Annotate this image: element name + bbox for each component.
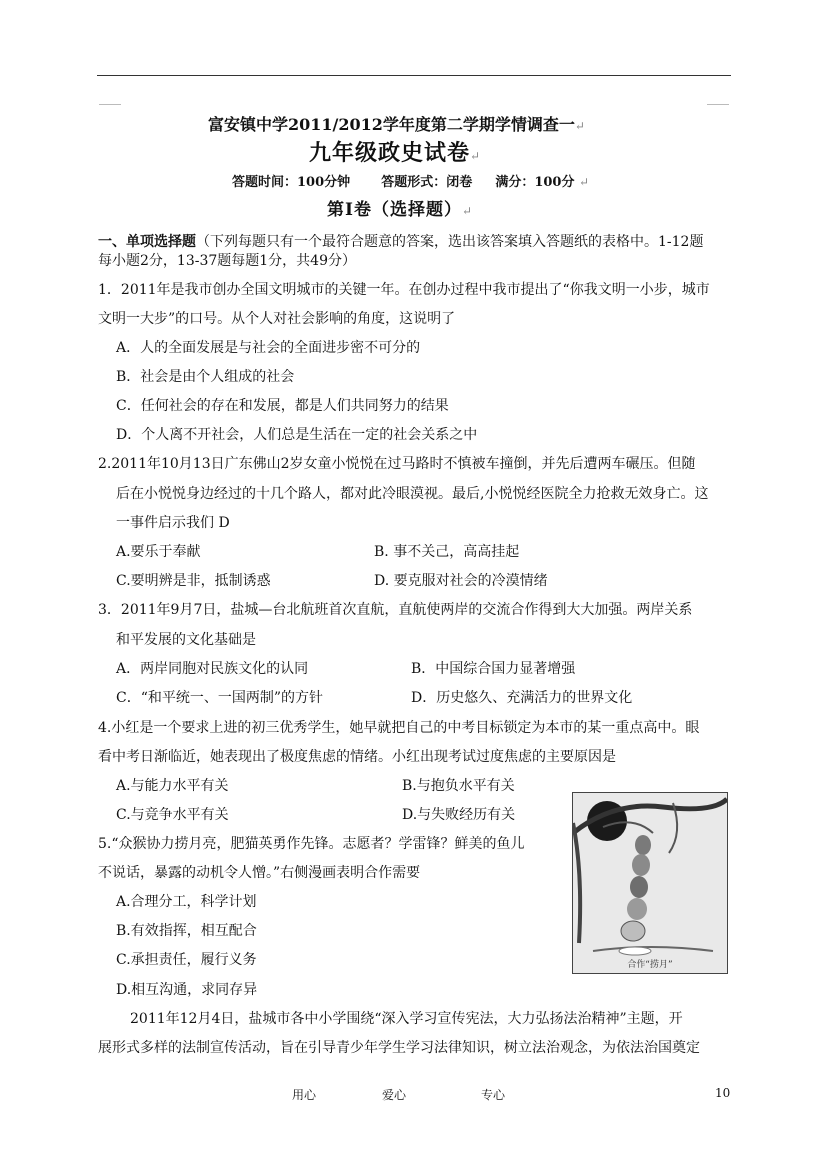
section-instruction: 每小题2分，13-37题每题1分，共49分） [98, 253, 356, 269]
passage-line2: 展形式多样的法制宣传活动，旨在引导青少年学生学习法律知识，树立法治观念，为依法治国奠定 [98, 1040, 700, 1056]
header-rule [97, 75, 731, 76]
exam-school-title: 富安镇中学2011/2012学年度第二学期学情调查一↵ [208, 115, 585, 134]
q2-option-c: C.要明辨是非，抵制诱惑 [116, 573, 271, 589]
q4-stem-line1: 4.小红是一个要求上进的初三优秀学生，她早就把自己的中考目标锁定为本市的某一重点高中。眼 [98, 720, 700, 736]
q4-option-c: C.与竞争水平有关 [116, 807, 229, 823]
cartoon-image [572, 792, 728, 974]
q3-stem-line2: 和平发展的文化基础是 [116, 632, 256, 648]
exam-subject-title: 九年级政史试卷↵ [309, 140, 482, 166]
footer-word-2: 爱心 [382, 1088, 407, 1102]
q2-stem-line1: 2.2011年10月13日广东佛山2岁女童小悦悦在过马路时不慎被车撞倒，并先后遭两车碾压。但随 [98, 456, 696, 472]
q4-stem-line2: 看中考日渐临近，她表现出了极度焦虑的情绪。小红出现考试过度焦虑的主要原因是 [98, 749, 616, 765]
q1-option-c: C．任何社会的存在和发展，都是人们共同努力的结果 [116, 398, 449, 414]
part-title: 第I卷（选择题）↵ [327, 200, 474, 220]
cartoon-caption: 合作“捞月” [627, 960, 673, 970]
q4-option-d: D.与失败经历有关 [402, 807, 516, 823]
q3-stem-line1: 3．2011年9月7日，盐城—台北航班首次直航，直航使两岸的交流合作得到大大加强。两岸关系 [98, 602, 693, 618]
q3-option-d: D．历史悠久、充满活力的世界文化 [411, 690, 633, 706]
section-heading: 一、单项选择题（下列每题只有一个最符合题意的答案，选出该答案填入答题纸的表格中。1-12题 [98, 234, 704, 250]
q3-option-b: B．中国综合国力显著增强 [411, 661, 576, 677]
q4-option-b: B.与抱负水平有关 [402, 778, 515, 794]
page-number: 10 [715, 1086, 731, 1100]
q5-option-c: C.承担责任，履行义务 [116, 952, 257, 968]
exam-info: 答题时间：100分钟 答题形式：闭卷 满分：100分 ↵ [232, 175, 590, 190]
q2-stem-line2: 后在小悦悦身边经过的十几个路人，都对此冷眼漠视。最后,小悦悦经医院全力抢救无效身亡。这 [116, 486, 709, 502]
passage-line1: 2011年12月4日，盐城市各中小学围绕“深入学习宣传宪法，大力弘扬法治精神”主题，开 [130, 1011, 683, 1027]
q2-option-d: D. 要克服对社会的冷漠情绪 [374, 573, 548, 589]
q5-stem-line1: 5.“众猴协力捞月亮，肥猫英勇作先锋。志愿者？学雷锋？鲜美的鱼儿 [98, 836, 525, 852]
cartoon-illustration [573, 793, 727, 973]
q2-stem-line3: 一事件启示我们 D [116, 515, 230, 531]
q1-stem-line1: 1．2011年是我市创办全国文明城市的关键一年。在创办过程中我市提出了“你我文明一小步，城市 [98, 282, 710, 298]
q3-option-a: A．两岸同胞对民族文化的认同 [116, 661, 309, 677]
q4-option-a: A.与能力水平有关 [116, 778, 229, 794]
header-dash-left [99, 104, 121, 105]
q1-stem-line2: 文明一大步”的口号。从个人对社会影响的角度，这说明了 [98, 311, 456, 327]
footer-word-3: 专心 [481, 1088, 506, 1102]
footer-word-1: 用心 [292, 1088, 317, 1102]
q5-stem-line2: 不说话，暴露的动机令人憎。”右侧漫画表明合作需要 [98, 865, 421, 881]
q2-option-a: A.要乐于奉献 [116, 544, 201, 560]
header-dash-right [707, 104, 729, 105]
q3-option-c: C．“和平统一、一国两制”的方针 [116, 690, 324, 706]
q1-option-a: A．人的全面发展是与社会的全面进步密不可分的 [116, 340, 421, 356]
q1-option-d: D．个人离不开社会，人们总是生活在一定的社会关系之中 [116, 427, 478, 443]
q2-option-b: B. 事不关己，高高挂起 [374, 544, 520, 560]
q5-option-d: D.相互沟通，求同存异 [116, 982, 258, 998]
q5-option-a: A.合理分工，科学计划 [116, 894, 257, 910]
q1-option-b: B．社会是由个人组成的社会 [116, 369, 295, 385]
q5-option-b: B.有效指挥，相互配合 [116, 923, 257, 939]
